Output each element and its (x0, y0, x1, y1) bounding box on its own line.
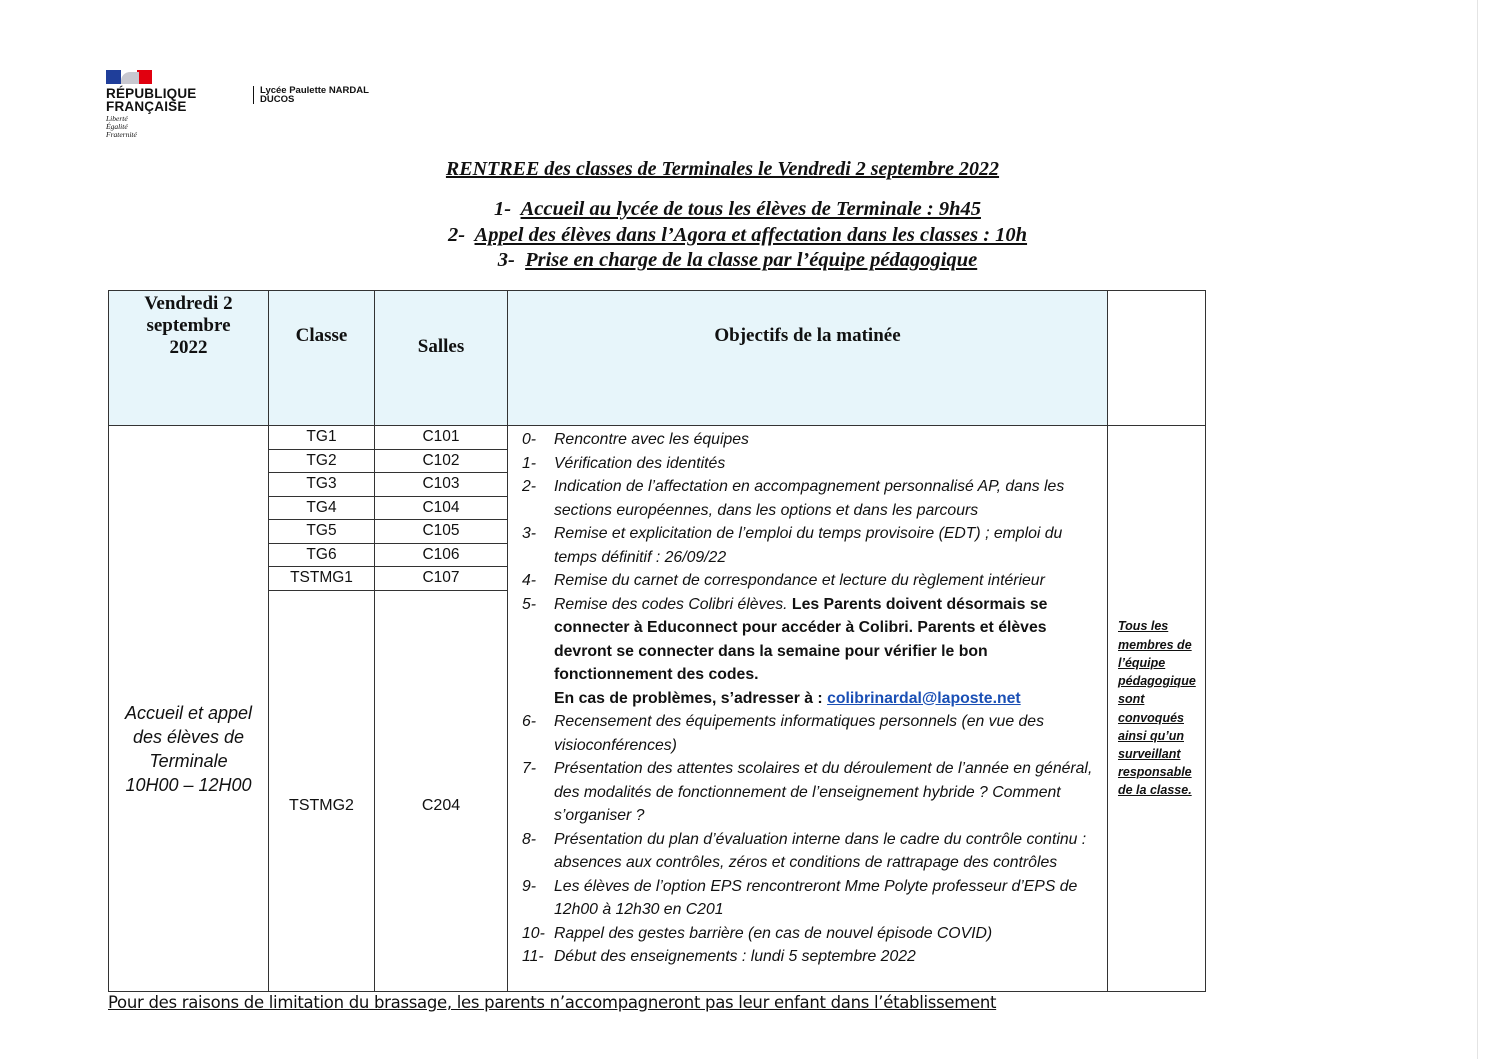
step-2: 2- Appel des élèves dans l’Agora et affectation dans les classes : 10h (447, 223, 1028, 246)
table-body-row (109, 426, 1206, 992)
header-empty (1108, 291, 1206, 426)
tricolor-flag-icon (106, 70, 152, 84)
salle-list (375, 426, 507, 590)
salle-column (375, 426, 508, 992)
table-row: TG1 (269, 426, 374, 449)
table-row: C102 (375, 449, 507, 473)
table-row: C107 (422, 569, 460, 587)
document-title: RENTREE des classes de Terminales le Vendredi 2 septembre 2022 (445, 158, 1000, 180)
schedule-table (108, 290, 1206, 992)
step-1: 1- Accueil au lycée de tous les élèves de Terminale : 9h45 (494, 198, 981, 220)
table-row: TG6 (269, 543, 374, 567)
table-row: TG3 (269, 473, 374, 497)
email-link[interactable]: colibrinardal@laposte.net (827, 689, 1021, 707)
objective-item: 9- Les élèves de l’option EPS rencontreront Mme Polyte professeur d’EPS de 12h00 à 12h30 en C201 (522, 877, 1078, 918)
header-objectifs: Objectifs de la matinée (508, 291, 1108, 426)
header-classe: Classe (269, 291, 375, 426)
objective-item: 8- Présentation du plan d’évaluation interne dans le cadre du contrôle continu : absences aux contrôles, zéros et conditions de rattrapage des contrôles (522, 830, 1087, 871)
table-row: C106 (375, 543, 507, 567)
objective-item: 5- Remise des codes Colibri élèves. Les Parents doivent désormais se connecter à Educonnect pour accéder à Colibri. Parents et élèves devront se connecter dans la semaine pour vérifier le bon fonctionnement des codes. En cas de problèmes, s’adresser à : colibrinardal@laposte.net (522, 595, 1048, 707)
scan-edge (1477, 0, 1478, 1059)
date-cell: Accueil et appel des élèves de Terminale 10H00 – 12H00 (109, 426, 269, 992)
objectives-cell (508, 426, 1108, 992)
table-row: TSTMG1 (290, 569, 353, 587)
objective-item: 11- Début des enseignements : lundi 5 septembre 2022 (522, 948, 916, 965)
table-header-row (109, 291, 1206, 426)
classe-column (269, 426, 375, 992)
objective-item: 10- Rappel des gestes barrière (en cas de nouvel épisode COVID) (522, 924, 993, 942)
devise: Liberté Égalité Fraternité (106, 114, 137, 139)
table-row: C101 (375, 426, 507, 449)
objective-item: 3- Remise et explicitation de l’emploi du temps provisoire (EDT) ; emploi du temps définitif : 26/09/22 (522, 525, 1063, 566)
table-row: C105 (375, 520, 507, 544)
republique-francaise: RÉPUBLIQUE FRANÇAISE (106, 86, 197, 114)
steps-list (0, 197, 1475, 274)
table-row: TG5 (269, 520, 374, 544)
objective-item: 6- Recensement des équipements informatiques personnels (en vue des visioconférences) (522, 713, 1044, 754)
lycee-label: Lycée Paulette NARDAL DUCOS (253, 86, 369, 104)
objective-item: 4- Remise du carnet de correspondance et lecture du règlement intérieur (522, 572, 1045, 589)
table-row: TG4 (269, 496, 374, 520)
objective-item: 0- Rencontre avec les équipes (522, 431, 749, 448)
header-salles: Salles (375, 291, 508, 426)
step-3: 3- Prise en charge de la classe par l’équipe pédagogique (497, 249, 978, 271)
objective-item: 7- Présentation des attentes scolaires et du déroulement de l’année en général, des modalités de fonctionnement de l’enseignement hybride ? Comment s’organiser ? (522, 760, 1093, 824)
side-note: Tous les membres de l’équipe pédagogique sont convoqués ainsi qu’un surveillant responsable de la classe. (1108, 426, 1206, 992)
header-date: Vendredi 2 septembre 2022 (109, 291, 269, 426)
table-row: TG2 (269, 449, 374, 473)
objective-item: 1- Vérification des identités (522, 454, 726, 472)
last-classe: TSTMG2 (289, 796, 354, 814)
table-row: C103 (375, 473, 507, 497)
footer-note: Pour des raisons de limitation du brassage, les parents n’accompagneront pas leur enfant dans l’établissement (108, 993, 997, 1012)
table-row: C104 (375, 496, 507, 520)
classe-list (269, 426, 374, 590)
objective-item: 2- Indication de l’affectation en accompagnement personnalisé AP, dans les sections européennes, dans les options et dans les parcours (522, 478, 1065, 519)
last-salle: C204 (421, 796, 461, 814)
